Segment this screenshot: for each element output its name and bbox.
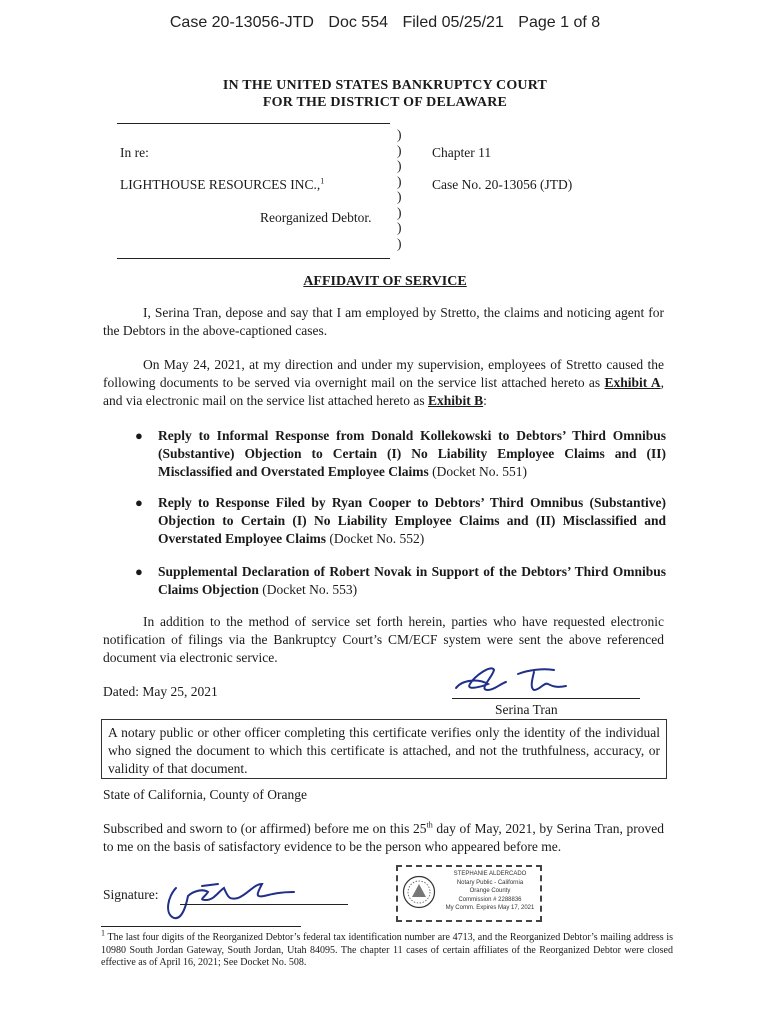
footnote-text: The last four digits of the Reorganized Debtor’s federal tax identification number are 4713, and the Reorganized Debtor’s mailing address is 10980 South Jordan Gateway, South Jordan, Utah 84095. The chapter 11 cases of certain affiliates of the Reorganized Debtor were closed effective as of April 16, 2021; See Docket No. 508.	[101, 932, 673, 968]
affiant-signature-line	[452, 698, 640, 699]
exhibit-a-ref: Exhibit A	[604, 375, 661, 390]
notary-signature-image	[158, 870, 303, 925]
affiant-signature-image	[448, 660, 588, 700]
venue-line: State of California, County of Orange	[103, 787, 307, 802]
filed-date-header: Filed 05/25/21	[402, 14, 504, 31]
footnote-rule	[101, 926, 301, 927]
list-item: ● Supplemental Declaration of Robert Novak in Support of the Debtors’ Third Omnibus Claims Objection (Docket No. 553)	[135, 564, 666, 597]
notary-signature-line	[180, 904, 348, 905]
case-number-header: Case 20-13056-JTD	[169, 14, 314, 31]
intro-paragraph-text: I, Serina Tran, depose and say that I am employed by Stretto, the claims and noticing agent for the Debtors in the above-captioned cases.	[103, 305, 664, 338]
bullet-icon: ●	[135, 564, 143, 579]
notary-disclaimer-text: A notary public or other officer completing this certificate verifies only the identity of the individual who signed the document to which this certificate is attached, and not the truthfulness, accuracy, or validity of that document.	[108, 725, 660, 776]
list-item: ● Reply to Informal Response from Donald Kollekowski to Debtors’ Third Omnibus (Substantive) Objection to Certain (I) No Liability Employee Claims and (II) Misclassified and Overstated Employee Claims (Docket No. 551)	[135, 428, 666, 479]
court-heading-line2: FOR THE DISTRICT OF DELAWARE	[262, 95, 508, 110]
debtor-role: Reorganized Debtor.	[260, 210, 372, 225]
debtor-name-text: LIGHTHOUSE RESOURCES INC.,	[120, 177, 321, 192]
served-documents-list	[135, 427, 666, 597]
service-paragraph: On May 24, 2021, at my direction and under my supervision, employees of Stretto caused the following documents to be served via overnight mail on the service list attached hereto as Exhibit A, and via electronic mail on the service list attached hereto as Exhibit B:	[103, 357, 664, 408]
ecf-paragraph-text: In addition to the method of service set forth herein, parties who have requested electronic notification of filings via the Bankruptcy Court’s CM/ECF system were sent the above referenced document via electronic service.	[103, 614, 664, 665]
case-number: Case No. 20-13056 (JTD)	[432, 177, 573, 192]
debtor-footnote-marker: 1	[320, 176, 325, 186]
intro-paragraph	[103, 304, 664, 340]
footnote	[101, 928, 673, 970]
notary-stamp-text: STEPHANIE ALDERCADO Notary Public - California Orange County Commission # 2288836 My Comm. Expires May 17, 2021	[445, 871, 535, 912]
footnote-marker: 1	[101, 928, 105, 938]
list-item: ● Reply to Response Filed by Ryan Cooper to Debtors’ Third Omnibus (Substantive) Objection to Certain (I) No Liability Employee Claims and (II) Misclassified and Overstated Employee Claims (Docket No. 552)	[135, 495, 666, 546]
filing-header	[0, 14, 770, 32]
jurat-paragraph: Subscribed and sworn to (or affirmed) before me on this 25th day of May, 2021, by Serina Tran, proved to me on the basis of satisfactory evidence to be the person who appeared before me.	[103, 820, 664, 854]
notary-stamp	[396, 865, 542, 922]
notary-disclaimer-box	[101, 719, 667, 779]
debtor-name	[120, 177, 324, 193]
court-heading-line1: IN THE UNITED STATES BANKRUPTCY COURT	[222, 78, 548, 93]
bullet-icon: ●	[135, 495, 143, 510]
notary-seal-icon	[402, 875, 436, 909]
exhibit-b-ref: Exhibit B	[428, 393, 484, 408]
caption-bottom-rule	[117, 258, 390, 259]
ecf-paragraph	[103, 613, 664, 667]
page-number-header: Page 1 of 8	[518, 14, 601, 31]
doc-number-header: Doc 554	[328, 14, 388, 31]
affiant-name: Serina Tran	[495, 702, 558, 717]
court-heading	[0, 77, 770, 111]
chapter-label: Chapter 11	[432, 145, 492, 160]
signature-label: Signature:	[103, 887, 159, 902]
dated-line: Dated: May 25, 2021	[103, 684, 218, 699]
caption-parentheses: ) ) ) ) ) ) ) )	[397, 127, 402, 251]
in-re-label: In re:	[120, 145, 149, 160]
caption-top-rule	[117, 123, 390, 124]
bullet-icon: ●	[135, 428, 143, 443]
document-title: AFFIDAVIT OF SERVICE	[303, 274, 467, 289]
